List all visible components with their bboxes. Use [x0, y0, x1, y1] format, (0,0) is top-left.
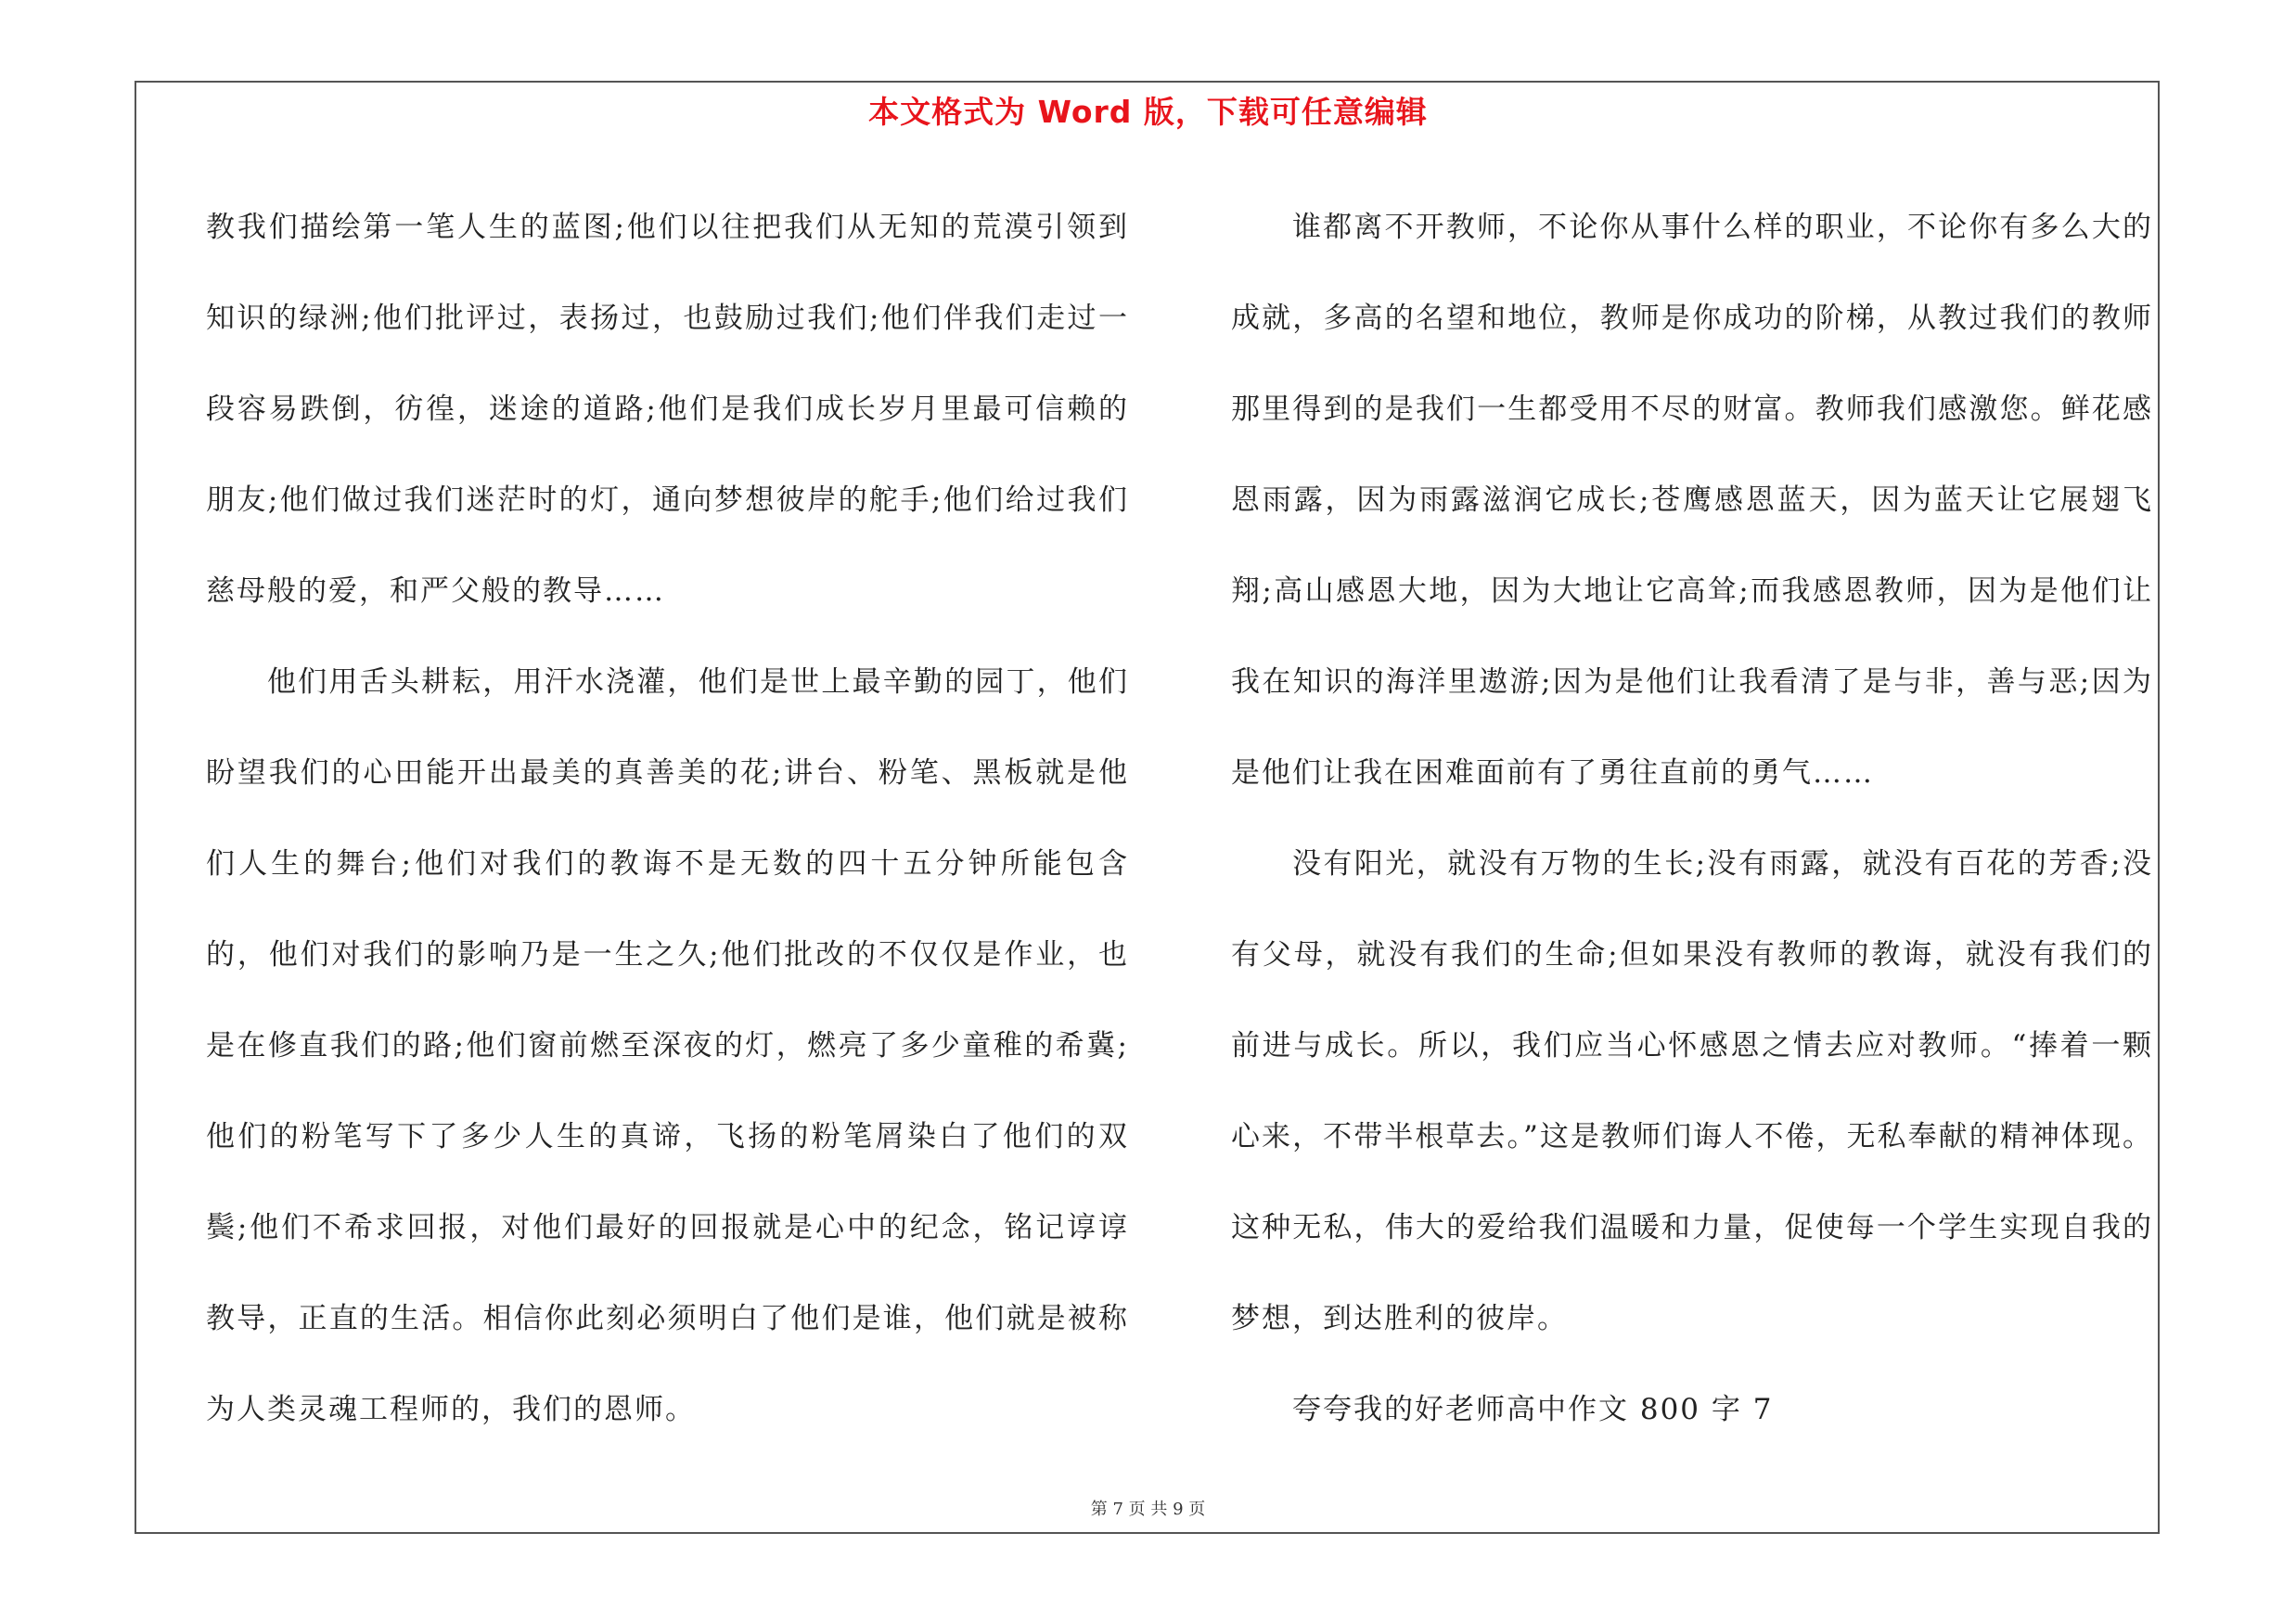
right-text-column — [1231, 182, 2153, 1455]
header-banner: 本文格式为 Word 版，下载可任意编辑 — [868, 94, 1428, 130]
paragraph: 没有阳光，就没有万物的生长;没有雨露，就没有百花的芳香;没有父母，就没有我们的生命;但如果没有教师的教诲，就没有我们的前进与成长。所以，我们应当心怀感恩之情去应对教师。“捧着一颗心来，不带半根草去。”这是教师们诲人不倦，无私奉献的精神体现。这种无私，伟大的爱给我们温暖和力量，促使每一个学生实现自我的梦想，到达胜利的彼岸。 — [1231, 847, 2153, 1335]
page-number-footer: 第 7 页 共 9 页 — [1090, 1500, 1206, 1519]
left-text-column — [206, 182, 1129, 1455]
paragraph: 他们用舌头耕耘，用汗水浇灌，他们是世上最辛勤的园丁，他们盼望我们的心田能开出最美的真善美的花;讲台、粉笔、黑板就是他们人生的舞台;他们对我们的教诲不是无数的四十五分钟所能包含的，他们对我们的影响乃是一生之久;他们批改的不仅仅是作业，也是在修直我们的路;他们窗前燃至深夜的灯，燃亮了多少童稚的希冀;他们的粉笔写下了多少人生的真谛，飞扬的粉笔屑染白了他们的双鬓;他们不希求回报，对他们最好的回报就是心中的纪念，铭记谆谆教导，正直的生活。相信你此刻必须明白了他们是谁，他们就是被称为人类灵魂工程师的，我们的恩师。 — [206, 665, 1129, 1426]
paragraph: 谁都离不开教师，不论你从事什么样的职业，不论你有多么大的成就，多高的名望和地位，教师是你成功的阶梯，从教过我们的教师那里得到的是我们一生都受用不尽的财富。教师我们感激您。鲜花感恩雨露，因为雨露滋润它成长;苍鹰感恩蓝天，因为蓝天让它展翅飞翔;高山感恩大地，因为大地让它高耸;而我感恩教师，因为是他们让我在知识的海洋里遨游;因为是他们让我看清了是与非，善与恶;因为是他们让我在困难面前有了勇往直前的勇气…… — [1231, 211, 2153, 790]
section-heading: 夸夸我的好老师高中作文 800 字 7 — [1292, 1393, 1774, 1426]
paragraph: 教我们描绘第一笔人生的蓝图;他们以往把我们从无知的荒漠引领到知识的绿洲;他们批评过，表扬过，也鼓励过我们;他们伴我们走过一段容易跌倒，彷徨，迷途的道路;他们是我们成长岁月里最可信赖的朋友;他们做过我们迷茫时的灯，通向梦想彼岸的舵手;他们给过我们慈母般的爱，和严父般的教导…… — [206, 211, 1129, 608]
